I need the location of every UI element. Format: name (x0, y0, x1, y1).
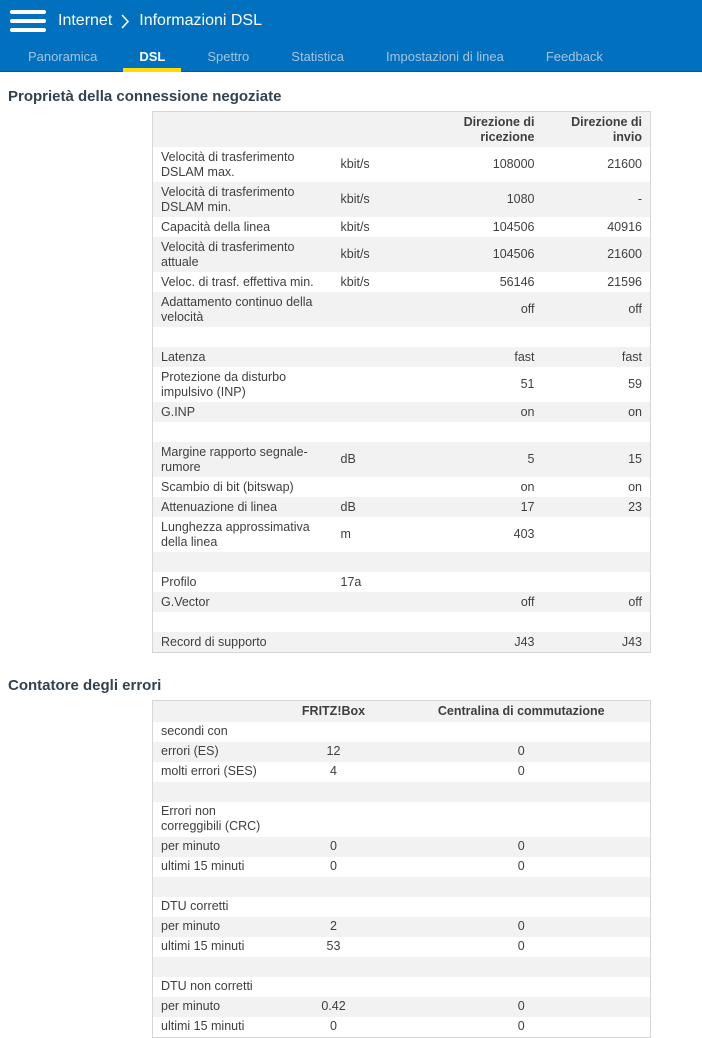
table-cell: kbit/s (340, 274, 370, 289)
connection-properties-table (152, 111, 651, 653)
hamburger-menu-button[interactable] (10, 9, 46, 33)
table-cell (543, 327, 651, 347)
table-row (153, 347, 651, 367)
tab-feedback[interactable]: Feedback (545, 48, 603, 64)
table-cell (333, 347, 415, 367)
column-header: Direzione di invio (571, 114, 642, 144)
table-cell: kbit/s (340, 219, 370, 234)
table-cell (393, 722, 651, 742)
table-cell (393, 957, 651, 977)
table-cell: Veloc. di trasf. effettiva min. (161, 274, 314, 289)
table-row (153, 957, 651, 977)
hamburger-icon (10, 19, 46, 23)
table-row (153, 552, 651, 572)
table-cell (415, 612, 543, 632)
table-cell: off (628, 302, 642, 316)
table-cell: ultimi 15 minuti (161, 1019, 245, 1033)
column-header (333, 112, 415, 148)
table-cell (543, 612, 651, 632)
table-cell: Latenza (161, 349, 206, 364)
table-row (153, 742, 651, 762)
table-cell: 108000 (492, 157, 535, 171)
table-header-row (153, 701, 651, 722)
table-cell (543, 517, 651, 552)
column-header (153, 112, 333, 148)
column-header: FRITZ!Box (301, 703, 366, 718)
table-cell (275, 957, 393, 977)
table-row (153, 782, 651, 802)
table-cell (333, 422, 415, 442)
table-row (153, 877, 651, 897)
table-cell: Capacità della linea (161, 219, 271, 234)
table-cell: 0 (517, 839, 525, 853)
table-cell: Velocità di trasferimento DSLAM min. (161, 184, 295, 214)
table-cell: Lunghezza approssimativa della linea (161, 519, 310, 549)
table-cell: 21596 (607, 274, 642, 289)
hamburger-icon (10, 28, 46, 32)
column-header (153, 701, 275, 722)
table-cell (153, 327, 333, 347)
table-cell: 4 (330, 764, 337, 778)
table-cell: molti errori (SES) (161, 764, 257, 778)
table-cell (333, 292, 415, 327)
table-cell: ultimi 15 minuti (161, 859, 245, 873)
table-cell (415, 327, 543, 347)
table-row (153, 327, 651, 347)
table-row (153, 632, 651, 653)
table-cell (153, 957, 275, 977)
table-cell (393, 977, 651, 997)
table-cell: errori (ES) (161, 744, 219, 758)
table-cell (333, 477, 415, 497)
table-cell: per minuto (161, 919, 221, 933)
table-cell: kbit/s (340, 157, 370, 171)
table-cell: 0.42 (321, 999, 346, 1013)
table-cell (153, 612, 333, 632)
table-cell: off (520, 594, 535, 609)
table-cell: 2 (330, 919, 337, 933)
table-row (153, 897, 651, 917)
table-cell: Velocità di trasferimento attuale (161, 239, 295, 269)
column-header: Centralina di commutazione (437, 703, 605, 718)
table-row (153, 722, 651, 742)
column-header: Direzione di ricezione (463, 114, 535, 144)
table-cell: 21600 (607, 247, 642, 261)
table-cell: off (520, 302, 535, 316)
table-row (153, 612, 651, 632)
table-cell (275, 722, 393, 742)
table-cell (415, 552, 543, 572)
table-row (153, 592, 651, 612)
table-cell (415, 422, 543, 442)
table-cell: Velocità di trasferimento DSLAM max. (161, 149, 295, 179)
table-cell: Scambio di bit (bitswap) (161, 479, 294, 494)
table-cell (333, 552, 415, 572)
section-title-connection-properties: Proprietà della connessione negoziate (8, 88, 282, 105)
table-cell (153, 552, 333, 572)
table-cell: on (520, 479, 535, 494)
breadcrumb-section[interactable]: Internet (58, 12, 113, 29)
table-cell: 0 (517, 859, 525, 873)
table-cell (543, 572, 651, 592)
table-header-row (153, 112, 651, 148)
table-cell: 59 (628, 377, 642, 391)
table-cell (393, 877, 651, 897)
table-cell (333, 327, 415, 347)
table-row (153, 762, 651, 782)
table-row (153, 217, 651, 237)
page-content (0, 88, 702, 1038)
table-cell: 56146 (499, 274, 535, 289)
table-cell: 104506 (492, 219, 535, 234)
table-cell: Errori non correggibili (CRC) (161, 804, 261, 833)
table-row (153, 997, 651, 1017)
table-row (153, 497, 651, 517)
table-cell: 0 (517, 919, 525, 933)
table-cell (333, 367, 415, 402)
table-row (153, 802, 651, 837)
error-counter-table-wrap (152, 700, 650, 1038)
table-cell: 17 (520, 499, 535, 514)
table-cell: 0 (330, 1019, 337, 1033)
error-counter-table (152, 700, 651, 1038)
table-cell: per minuto (161, 839, 221, 853)
table-row (153, 857, 651, 877)
connection-properties-table-wrap (152, 111, 650, 653)
table-cell: ultimi 15 minuti (161, 939, 245, 953)
table-row (153, 182, 651, 217)
table-cell: 0 (517, 1019, 525, 1033)
table-row (153, 402, 651, 422)
table-cell: Record di supporto (161, 634, 267, 649)
table-cell: 17a (340, 574, 362, 589)
table-row (153, 977, 651, 997)
table-cell: on (628, 479, 642, 494)
breadcrumb (58, 12, 262, 30)
app-header (0, 0, 702, 72)
table-row (153, 917, 651, 937)
table-cell: 15 (628, 452, 642, 466)
table-cell: 403 (513, 527, 535, 541)
table-row (153, 477, 651, 497)
tab-impostazioni-di-linea[interactable]: Impostazioni di linea (386, 48, 504, 64)
table-cell (415, 572, 543, 592)
table-cell: fast (621, 349, 642, 364)
table-cell: off (628, 594, 642, 609)
table-cell (153, 422, 333, 442)
table-row (153, 237, 651, 272)
chevron-right-icon (121, 14, 130, 29)
table-cell: 0 (517, 744, 525, 758)
table-cell (153, 877, 275, 897)
table-cell (275, 977, 393, 997)
tab-panoramica[interactable]: Panoramica (28, 48, 98, 64)
table-cell: 104506 (492, 247, 535, 261)
table-cell: dB (340, 452, 356, 466)
tab-bar (0, 40, 702, 72)
table-cell: 0 (330, 839, 337, 853)
table-cell: Attenuazione di linea (161, 499, 278, 514)
header-row (0, 0, 702, 40)
table-cell: fast (514, 349, 535, 364)
table-cell (275, 897, 393, 917)
table-cell: G.INP (161, 404, 196, 419)
table-cell: 0 (517, 764, 525, 778)
table-cell (275, 782, 393, 802)
table-row (153, 292, 651, 327)
table-cell (393, 802, 651, 837)
table-row (153, 837, 651, 857)
table-cell (543, 422, 651, 442)
table-cell: 53 (326, 939, 341, 953)
table-cell: 0 (330, 859, 337, 873)
table-cell: dB (340, 499, 356, 514)
table-cell (275, 877, 393, 897)
table-row (153, 272, 651, 292)
section-title-error-counter: Contatore degli errori (8, 677, 162, 694)
table-cell (275, 802, 393, 837)
table-cell: on (628, 404, 642, 419)
table-cell: J43 (514, 634, 535, 649)
table-cell (543, 552, 651, 572)
table-row (153, 1017, 651, 1038)
tab-dsl[interactable]: DSL (123, 40, 181, 72)
table-cell: 51 (520, 377, 535, 391)
table-cell: DTU corretti (161, 899, 229, 913)
table-cell: J43 (621, 634, 642, 649)
table-cell: - (637, 192, 642, 206)
table-cell (393, 897, 651, 917)
table-cell: 1080 (506, 192, 535, 206)
table-cell (393, 782, 651, 802)
table-cell: kbit/s (340, 247, 370, 261)
table-cell: secondi con (161, 724, 228, 738)
table-cell: 21600 (607, 157, 642, 171)
table-cell (333, 612, 415, 632)
table-cell: Profilo (161, 574, 197, 589)
table-cell: per minuto (161, 999, 221, 1013)
table-cell: 40916 (607, 219, 642, 234)
table-cell: on (520, 404, 535, 419)
tab-statistica[interactable]: Statistica (291, 48, 345, 64)
table-row (153, 517, 651, 552)
breadcrumb-page-title: Informazioni DSL (139, 12, 262, 29)
table-cell (333, 632, 415, 653)
table-cell: DTU non corretti (161, 979, 253, 993)
table-cell: kbit/s (340, 192, 370, 206)
table-row (153, 572, 651, 592)
table-row (153, 147, 651, 182)
table-cell: 23 (628, 499, 642, 514)
table-cell: 5 (527, 452, 535, 466)
table-row (153, 422, 651, 442)
table-row (153, 937, 651, 957)
table-cell (333, 592, 415, 612)
table-cell: G.Vector (161, 594, 210, 609)
table-cell: Adattamento continuo della velocità (161, 294, 313, 324)
table-row (153, 367, 651, 402)
table-cell: m (340, 527, 351, 541)
table-cell: Protezione da disturbo impulsivo (INP) (161, 369, 287, 399)
tab-spettro[interactable]: Spettro (207, 48, 250, 64)
table-cell: Margine rapporto segnale-rumore (161, 444, 308, 474)
hamburger-icon (10, 10, 46, 14)
table-cell (153, 782, 275, 802)
table-cell (333, 402, 415, 422)
table-cell: 0 (517, 939, 525, 953)
table-cell: 0 (517, 999, 525, 1013)
table-cell: 12 (326, 744, 341, 758)
table-row (153, 442, 651, 477)
